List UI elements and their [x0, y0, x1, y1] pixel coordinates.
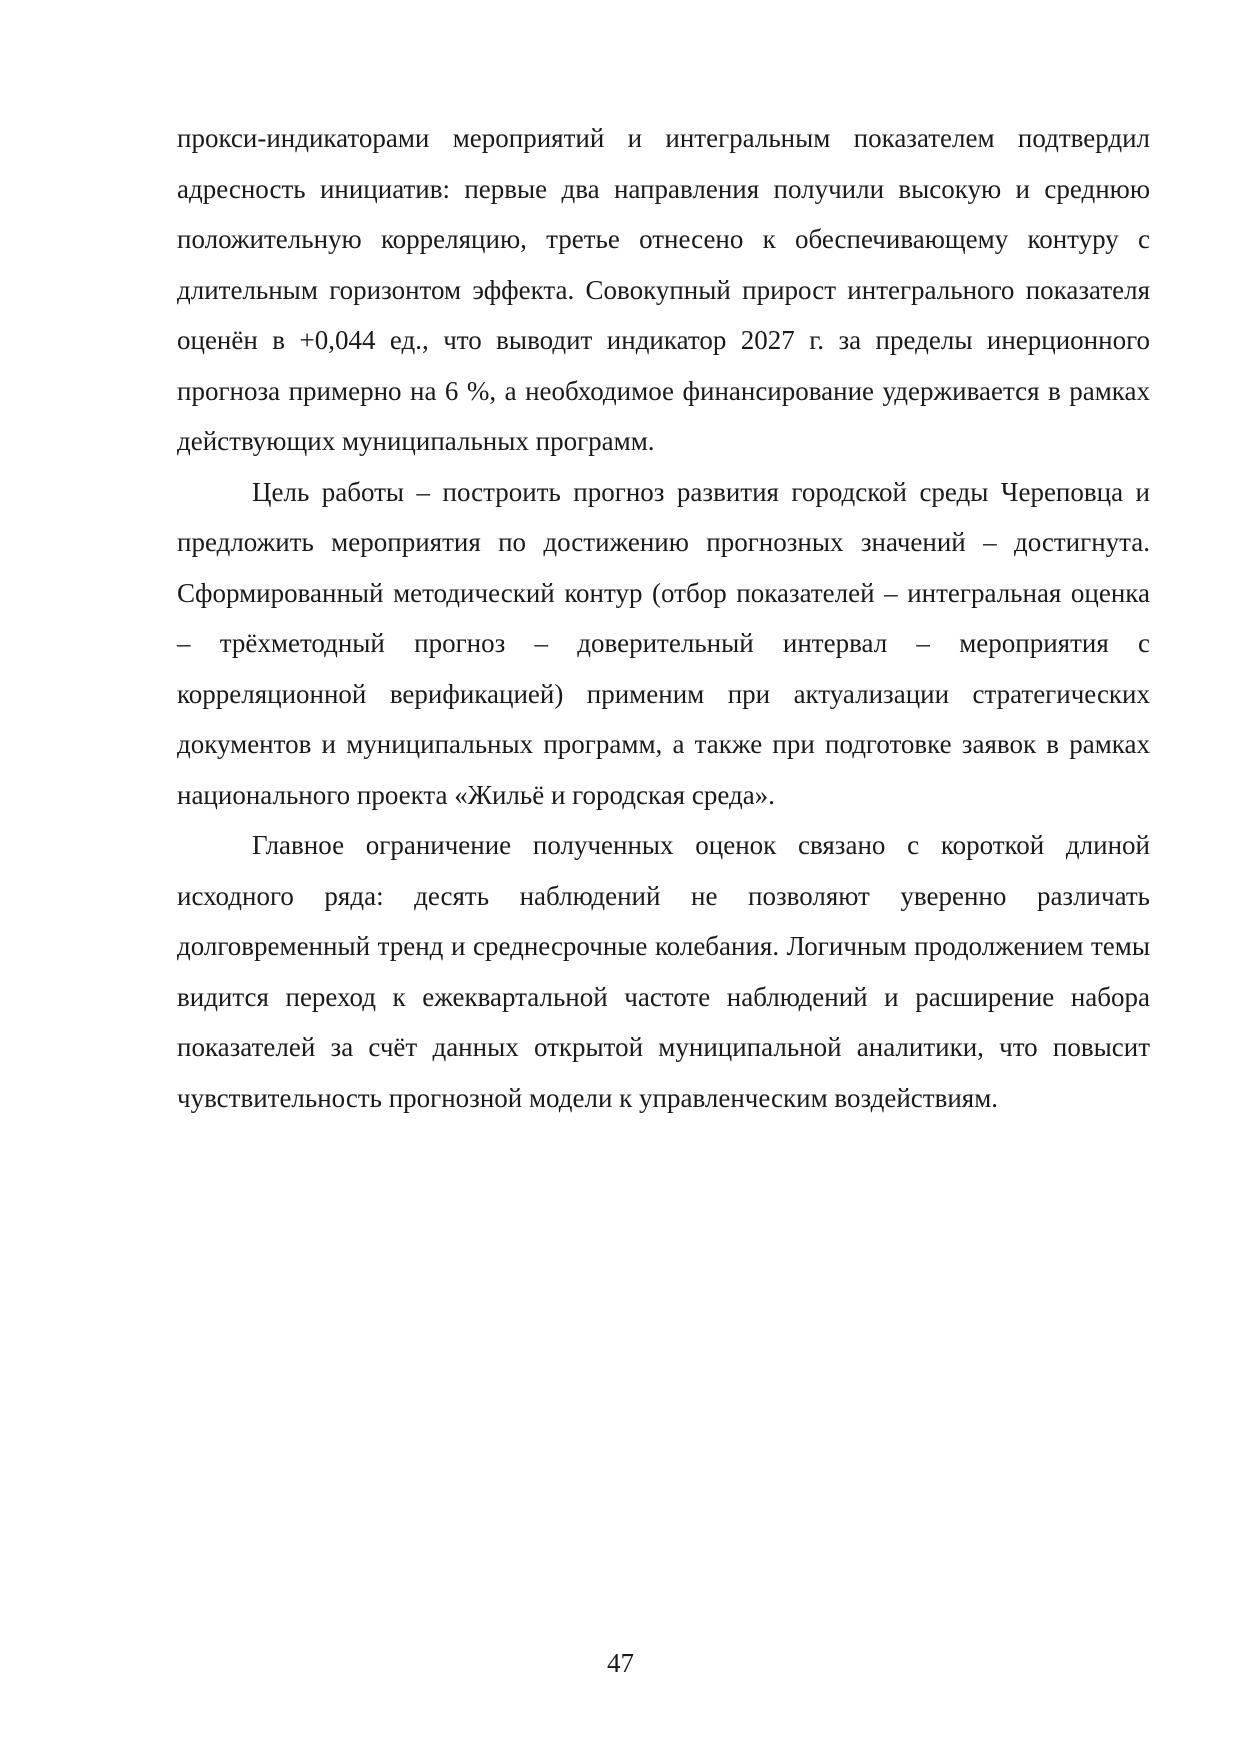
paragraph-continuation: прокси-индикаторами мероприятий и интегральным показателем подтвердил адресность инициатив: первые два направления получили высокую и среднюю положительную корреляцию, третье отнесено к обеспечивающему контуру с длительным горизонтом эффекта. Совокупный прирост интегрального показателя оценён в +0,044 ед., что выводит индикатор 2027 г. за пределы инерционного прогноза примерно на 6 %, а необходимое финансирование удерживается в рамках действующих муниципальных программ.	[177, 123, 1150, 456]
paragraph-goal: Цель работы – построить прогноз развития городской среды Череповца и предложить мероприятия по достижению прогнозных значений – достигнута. Сформированный методический контур (отбор показателей – интегральная оценка – трёхметодный прогноз – доверительный интервал – мероприятия с корреляционной верификацией) применим при актуализации стратегических документов и муниципальных программ, а также при подготовке заявок в рамках национального проекта «Жильё и городская среда».	[177, 476, 1150, 810]
paragraph-limitations: Главное ограничение полученных оценок связано с короткой длиной исходного ряда: десять наблюдений не позволяют уверенно различать долговременный тренд и среднесрочные колебания. Логичным продолжением темы видится переход к ежеквартальной частоте наблюдений и расширение набора показателей за счёт данных открытой муниципальной аналитики, что повысит чувствительность прогнозной модели к управленческим воздействиям.	[177, 830, 1150, 1113]
body-text	[177, 113, 1150, 1123]
page-number: 47	[607, 1648, 634, 1678]
